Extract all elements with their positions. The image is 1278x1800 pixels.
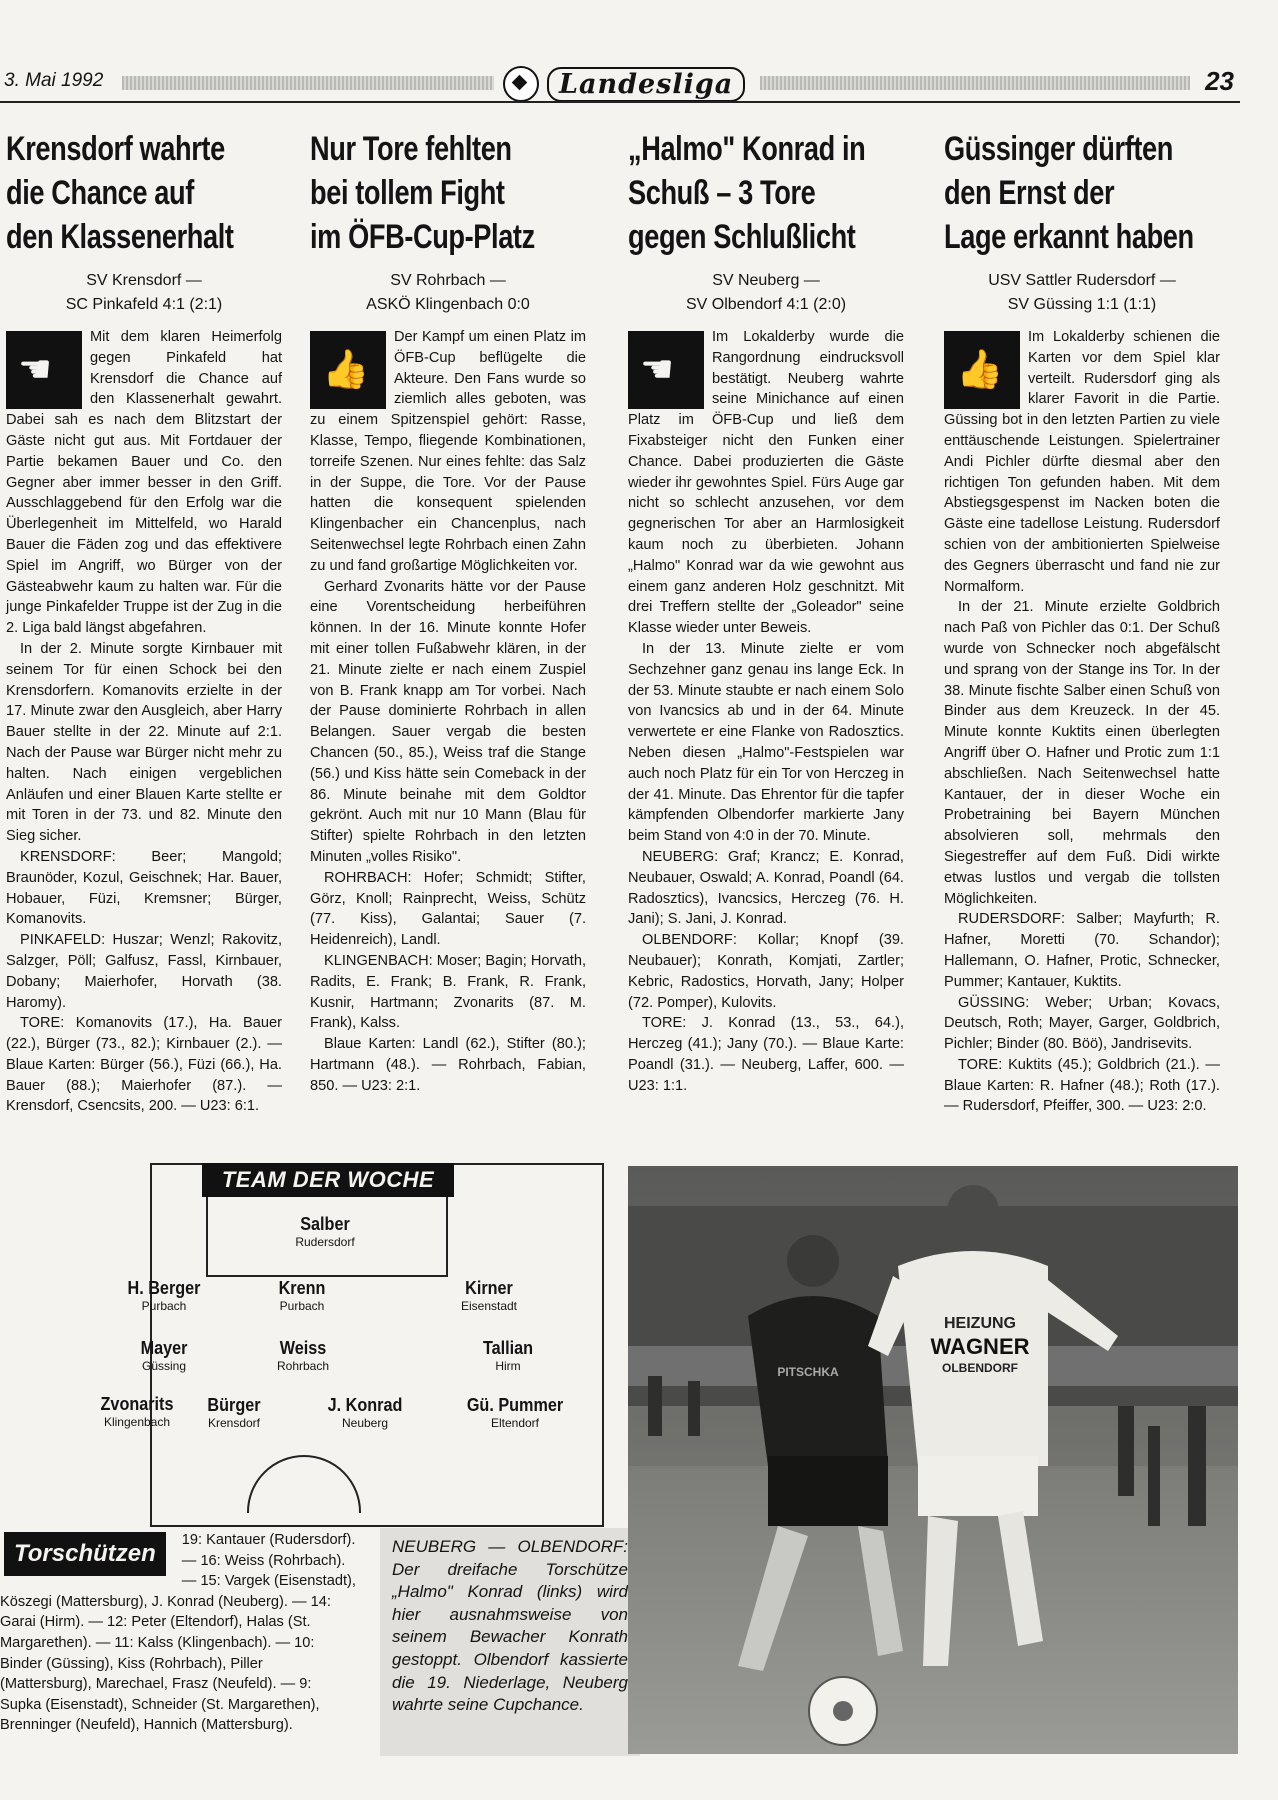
article-headline: Güssinger dürften den Ernst der Lage erkannt haben <box>944 130 1194 256</box>
match-result: SV Rohrbach — ASKÖ Klingenbach 0:0 <box>366 272 530 313</box>
thumb-sideways-icon: ☚ <box>628 331 704 409</box>
player-gue-pummer: Gü. Pummer Eltendorf <box>466 1395 564 1430</box>
player-weiss: Weiss Rohrbach <box>276 1338 330 1373</box>
team-der-woche <box>100 1163 604 1527</box>
article-guessing <box>944 127 1220 1117</box>
player-buerger: Bürger Krensdorf <box>207 1395 261 1430</box>
photo-caption: NEUBERG — OLBENDORF: Der dreifache Torschütze „Halmo" Konrad (links) wird hier ausnahmsweise von seinem Bewacher Konrath gestoppt. Olbendorf kassierte die 19. Niederlage, Neuberg wahrte seine Cupchance. <box>380 1528 640 1756</box>
torschuetzen-list: 19: Kantauer (Rudersdorf). — 16: Weiss (Rohrbach). — 15: Vargek (Eisenstadt), Köszegi (Mattersburg), J. Konrad (Neuberg). — 14: Garai (Hirm). — 12: Peter (Eltendorf), Halas (St. Margarethen). — 11: Kalss (Klingenbach). — 10: Binder (Güssing), Kiss (Rohrbach), Piller (Mattersburg), Marechael, Frasz (Neufeld). — 9: Supka (Eisenstadt), Schneider (St. Margarethen), Brenninger (Neufeld), Hannich (Mattersburg). <box>0 1532 356 1734</box>
jersey-text-line-3: OLBENDORF <box>942 1361 1018 1375</box>
player-mayer: Mayer Güssing <box>140 1338 188 1373</box>
player-tallian: Tallian Hirm <box>482 1338 534 1373</box>
section-logo <box>503 66 745 102</box>
article-headline: Krensdorf wahrte die Chance auf den Klassenerhalt <box>6 130 234 256</box>
jersey-text-line-1: HEIZUNG <box>944 1315 1016 1332</box>
article-body: ☚ Im Lokalderby wurde die Rangordnung eindrucksvoll bestätigt. Neuberg wahrte seine Minichance auf einen Platz im ÖFB-Cup und ließ dem Fixabsteiger nicht den Funken einer Chance. Dabei produzierten die Gäste wieder ihr gewohntes Spiel. Fürs Auge gar nicht so schlecht anzusehen, vor dem gegnerischen Tor aber an Harmlosigkeit kaum noch zu überbieten. Johann „Halmo" Konrad war da wie gewohnt aus einem ganz anderen Holz geschnitzt. Mit drei Treffern stellte der „Goleador" seine Klasse wieder unter Beweis. In der 13. Minute zielte er vom Sechzehner ganz genau ins lange Eck. In der 53. Minute staubte er nach einem Solo von Ivancsics ab und in der 64. Minute verwertete er eine Flanke von Radosztics. Neben diesen „Halmo"-Festspielen war auch noch Platz für ein Tor von Herczeg in der 41. Minute. Das Ehrentor für die tapfer kämpfenden Olbendorfer markierte Jany beim Stand von 4:0 in der 70. Minute. NEUBERG: Graf; Krancz; E. Konrad, Neubauer, Oswald; A. Konrad, Poandl (64. Radosztics), Ivancsics, Herczeg (76. H. Jani); S. Jani, J. Konrad. OLBENDORF: Kollar; Knopf (39. Neubauer); Konrath, Komjati, Zartler; Kebric, Radostics, Horvath, Jany; Holper (72. Pomper), Kulovits. TORE: J. Konrad (13., 53., 64.), Herczeg (41.); Jany (70.). — Blaue Karte: Poandl (31.). — Neuberg, Laffer, 600. — U23: 1:1. <box>628 329 904 1094</box>
header-rule <box>0 101 1240 103</box>
match-photo-image <box>628 1166 1238 1754</box>
team-der-woche-title: TEAM DER WOCHE <box>202 1163 454 1197</box>
match-result: SV Krensdorf — SC Pinkafeld 4:1 (2:1) <box>65 272 223 313</box>
soccer-ball-icon <box>503 66 539 102</box>
thumb-up-icon: 👍 <box>310 331 386 409</box>
torschuetzen-box <box>0 1530 356 1736</box>
issue-date: 3. Mai 1992 <box>4 70 104 91</box>
match-result: SV Neuberg — SV Olbendorf 4:1 (2:0) <box>685 272 847 313</box>
article-body: 👍 Der Kampf um einen Platz im ÖFB-Cup beflügelte die Akteure. Den Fans wurde so ziemlich alles geboten, was zu einem Spitzenspiel gehört: Rasse, Klasse, Tempo, fliegende Kombinationen, torreife Szenen. Nur eines fehlte: das Salz in der Suppe, die Tore. Vor der Pause hatten die konsequent spielenden Klingenbacher ein Chancenplus, nach Seitenwechsel legte Rohrbach einen Zahn zu und fand großartige Möglichkeiten vor. Gerhard Zvonarits hätte vor der Pause eine Vorentscheidung herbeiführen können. In der 16. Minute konnte Hofer mit einer tollen Fußabwehr klären, in der 21. Minute zielte er nach einem Zuspiel von B. Frank knapp am Tor vorbei. Nach der Pause dominierte Rohrbach in allen Belangen. Sauer vergab die besten Chancen (50., 85.), Weiss traf die Stange (56.) und Kiss hätte sein Comeback in der 86. Minute beinahe mit dem Goldtor gekrönt. Auch mit nur 10 Mann (Blau für Stifter) spielte Rohrbach in den letzten Minuten „volles Risiko". ROHRBACH: Hofer; Schmidt; Stifter, Görz, Knoll; Rainprecht, Weiss, Schütz (77. Kiss), Galantai; Sauer (7. Heidenreich), Landl. KLINGENBACH: Moser; Bagin; Horvath, Radits, E. Frank; B. Frank, R. Frank, Kusnir, Hartmann; Zvonarits (87. M. Frank), Kalss. Blaue Karten: Landl (62.), Stifter (80.); Hartmann (48.). — Rohrbach, Fabian, 850. — U23: 2:1. <box>310 329 586 1094</box>
header-bar-right <box>760 76 1190 90</box>
torschuetzen-label: Torschützen <box>4 1532 166 1576</box>
article-headline: Nur Tore fehlten bei tollem Fight im ÖFB-Cup-Platz <box>310 130 535 256</box>
page-number: 23 <box>1205 66 1234 96</box>
player-j-konrad: J. Konrad Neuberg <box>327 1395 403 1430</box>
match-photo <box>628 1166 1238 1754</box>
article-headline: „Halmo" Konrad in Schuß – 3 Tore gegen Schlußlicht <box>628 130 866 256</box>
section-title: Landesliga <box>547 67 745 102</box>
article-body: 👍 Im Lokalderby schienen die Karten vor dem Spiel klar verteilt. Rudersdorf ging als klarer Favorit in die Partie. Güssing bot in den letzten Partien zu viele enttäuschende Leistungen. Spielertrainer Andi Pichler dürfte diesmal aber den richtigen Ton gefunden haben. Mit dem Abstiegsgespenst im Nacken boten die Gäste eine tadellose Leistung. Rudersdorf schien von der ambitionierten Spielweise des Gegners überrascht und fand nie zur Normalform. In der 21. Minute erzielte Goldbrich nach Paß von Pichler das 0:1. Der Schuß wurde von Schnecker noch abgefälscht und sprang von der Stange ins Tor. In der 38. Minute fischte Salber einen Schuß von Binder aus dem Kreuzeck. In der 45. Minute konnte Kuktits einen überlegten Angriff über O. Hafner und Protic zum 1:1 abschließen. Nach Seitenwechsel hatte Kantauer, der in dieser Woche ein Probetraining bei Bayern München absolvieren soll, mehrmals den Siegestreffer auf dem Fuß. Didi wirkte etwas lustlos und vergab die tollsten Möglichkeiten. RUDERSDORF: Salber; Mayfurth; R. Hafner, Moretti (70. Schandor); Hallemann, O. Hafner, Protic, Schnecker, Pummer; Kantauer, Kuktits. GÜSSING: Weber; Urban; Kovacs, Deutsch, Roth; Mayer, Garger, Goldbrich, Pichler; Binder (80. Böö), Jandrisevits. TORE: Kuktits (45.); Goldbrich (21.). — Blaue Karten: R. Hafner (48.); Roth (17.). — Rudersdorf, Pfeiffer, 300. — U23: 2:0. <box>944 329 1220 1115</box>
jersey-text-left: PITSCHKA <box>777 1365 839 1379</box>
article-neuberg <box>628 127 904 1096</box>
player-kirner: Kirner Eisenstadt <box>460 1278 518 1313</box>
header-bar-left <box>122 76 494 90</box>
match-result: USV Sattler Rudersdorf — SV Güssing 1:1 (1:1) <box>988 272 1176 313</box>
player-salber: Salber Rudersdorf <box>295 1214 355 1249</box>
thumb-up-icon: 👍 <box>944 331 1020 409</box>
article-rohrbach <box>310 127 586 1096</box>
player-krenn: Krenn Purbach <box>278 1278 326 1313</box>
article-body: ☚ Mit dem klaren Heimerfolg gegen Pinkafeld hat Krensdorf die Chance auf den Klassenerhalt gewahrt. Dabei sah es nach dem Blitzstart der Gäste nicht gut aus. Mit Fortdauer der Partie bekamen Bauer und Co. den Gegner aber immer besser in den Griff. Ausschlaggebend für den Erfolg war die Überlegenheit im Mittelfeld, wo Harald Bauer die Fäden zog und das effektivere Spiel im Angriff, wo Bürger von der Gästeabwehr kaum zu halten war. Für die junge Pinkafelder Truppe ist der Zug in die 2. Liga bald längst abgefahren. In der 2. Minute sorgte Kirnbauer mit seinem Tor für einen Schock bei den Krensdorfern. Komanovits erzielte in der 17. Minute zwar den Ausgleich, aber Harry Bauer stellte in der 22. Minute auf 2:1. Nach der Pause war Bürger nicht mehr zu halten. Nach einigen vergeblichen Anläufen und einer Blauen Karte stellte er mit Toren in der 73. und 82. Minute den Sieg sicher. KRENSDORF: Beer; Mangold; Braunöder, Kozul, Geischnek; Har. Bauer, Hobauer, Füzi, Kremsner; Bürger, Komanovits. PINKAFELD: Huszar; Wenzl; Rakovitz, Salzger, Pöll; Galfusz, Fassl, Kirnbauer, Dobany; Maierhofer, Horvath (38. Haromy). TORE: Komanovits (17.), Ha. Bauer (22.), Bürger (73., 82.); Kirnbauer (2.). — Blaue Karten: Bürger (56.), Füzi (66.), Ha. Bauer (88.); Maierhofer (87.). — Krensdorf, Csencsits, 200. — U23: 6:1. <box>6 329 282 1115</box>
jersey-text-line-2: WAGNER <box>930 1334 1030 1359</box>
player-h-berger: H. Berger Purbach <box>127 1278 201 1313</box>
thumb-sideways-icon: ☚ <box>6 331 82 409</box>
player-zvonarits: Zvonarits Klingenbach <box>100 1394 174 1429</box>
article-krensdorf <box>6 127 282 1117</box>
